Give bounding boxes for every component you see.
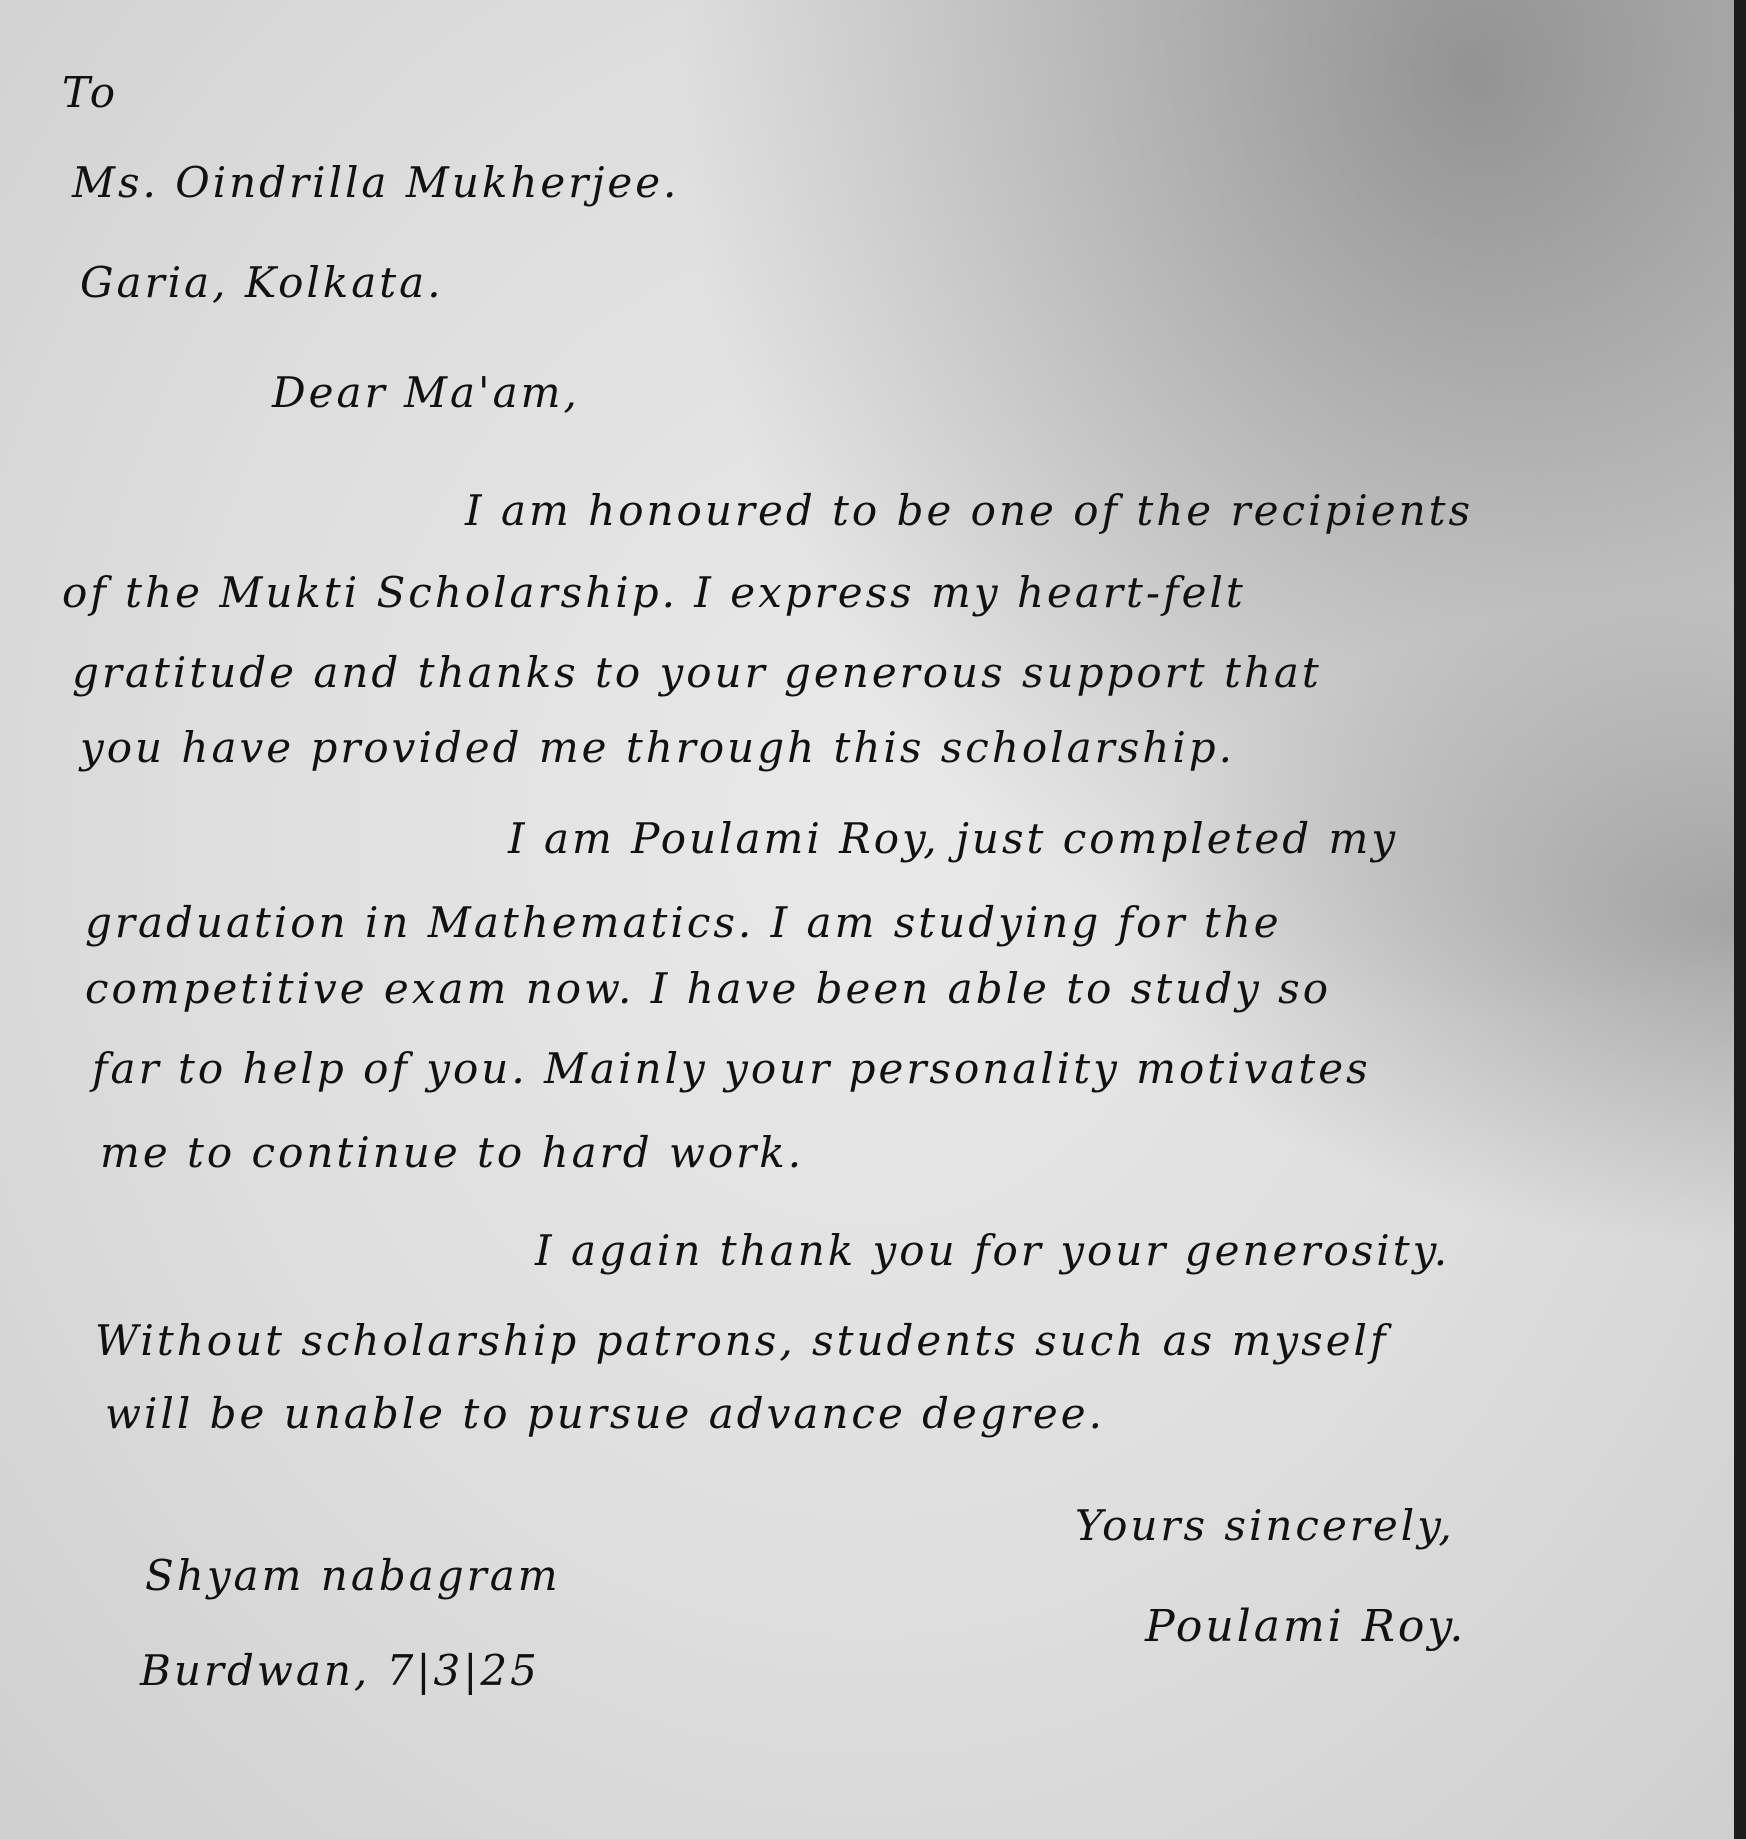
body-line: gratitude and thanks to your generous support that [72, 648, 1322, 697]
body-line: graduation in Mathematics. I am studying for the [85, 898, 1282, 947]
recipient-name: Ms. Oindrilla Mukherjee. [72, 158, 680, 207]
body-line: of the Mukti Scholarship. I express my heart-felt [62, 568, 1246, 617]
body-line: will be unable to pursue advance degree. [105, 1389, 1105, 1438]
body-line: I again thank you for your generosity. [535, 1226, 1451, 1275]
closing: Yours sincerely, [1075, 1501, 1455, 1550]
body-line: I am honoured to be one of the recipients [465, 486, 1474, 535]
body-line: you have provided me through this scholarship. [80, 723, 1235, 772]
signature: Poulami Roy. [1145, 1601, 1467, 1652]
body-line: me to continue to hard work. [100, 1128, 805, 1177]
body-line: competitive exam now. I have been able to study so [85, 964, 1332, 1013]
sender-city-date: Burdwan, 7|3|25 [140, 1646, 540, 1695]
body-line: far to help of you. Mainly your personality motivates [92, 1044, 1371, 1093]
salutation: Dear Ma'am, [272, 368, 580, 417]
letter-to: To [62, 68, 119, 117]
recipient-address: Garia, Kolkata. [80, 258, 444, 307]
body-line: I am Poulami Roy, just completed my [508, 814, 1399, 863]
body-line: Without scholarship patrons, students such as myself [95, 1316, 1389, 1365]
sender-address: Shyam nabagram [145, 1551, 561, 1600]
